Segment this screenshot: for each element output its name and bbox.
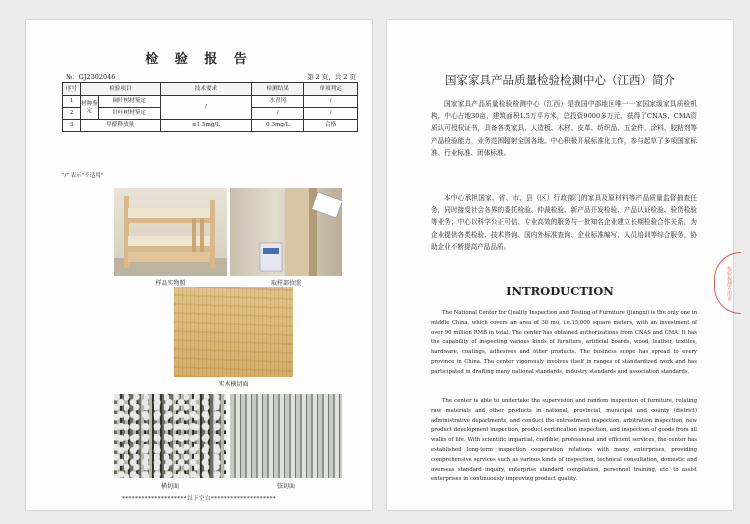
row-number: 1 [63, 96, 81, 108]
english-paragraph: The National Center for Quality Inspection and Testing of Furniture (Jiangxi) is the only one in middle China, which covers an area of 30 mu, i.e.15,000 square meters, with an investment of over 90 million RMB in total. The center has obtained authorizations from CNAS and CMA. It has the capability of inspecting various kinds of furniture, artificial boards, wood, leather, textiles, hardware, coatings, adhesives and other products. The business scope has spread to every province in China. The center vigorously involves itself in ranges of standardized work and has participated in drafting many national standards, industry standards and association standards. [431, 310, 697, 375]
cross-section-caption: 实木横切面 [218, 381, 249, 388]
row-result: / [252, 108, 304, 120]
row-requirement: ≤1.5mg/L [160, 120, 252, 132]
report-number: №：GJ2302046 [66, 73, 116, 81]
row-result: 水青冈 [252, 96, 304, 108]
header-cell: 序号 [63, 83, 81, 96]
header-cell: 检验项目 [80, 83, 160, 96]
english-paragraph: The center is able to undertake the supervision and random inspection of furniture, relating raw materials and other products in national, provincial, municipal and county (district) administrative departments, and conduct the entrustment inspection, arbitration inspection, new product development inspection, product certification inspection, and inspection of goods from all walks of life. With scientific impartial, credible, professional and efficient services, the center has established long-term inspection cooperation relations with many enterprises, providing comprehensive services such as various kinds of inspection, technical consultation, domestic and overseas standard inquiry, enterprise standard compilation, personnel training, etc. to assist enterprises in continuously improving product quality. [431, 398, 697, 483]
row-requirement: / [160, 96, 252, 120]
header-cell: 技术要求 [160, 83, 252, 96]
inspection-table [62, 82, 358, 132]
official-seal: 检验检测专用章 [714, 252, 741, 314]
introduction-heading: INTRODUCTION [506, 284, 614, 298]
group-label: 材种鉴定 [80, 96, 98, 120]
row-item: 针叶树材鉴定 [98, 108, 160, 120]
row-verdict: / [304, 96, 358, 108]
center-introduction-page [387, 20, 733, 510]
table-row [63, 120, 358, 132]
row-verdict: / [304, 108, 358, 120]
header-cell: 单项判定 [304, 83, 358, 96]
chinese-paragraph: 本中心承担国家、省、市、县（区）行政部门的家具及原材料等产品质量监督抽查任务，同时接受社会各界的委托检验、仲裁检验、新产品开发检验、产品认证检验、验货检验等业务；中心以科学公正可信、专业高效的服务与一批知名企业建立长期检验合作关系，为企业提供各类检验、技术咨询、国内外标准查询、企业标准编写、人员培训等综合服务，协助企业不断提高产品品质。 [431, 194, 697, 251]
transverse-section-photo [114, 394, 226, 478]
center-title: 国家家具产品质量检验检测中心（江西）简介 [445, 73, 675, 87]
row-verdict: 合格 [304, 120, 358, 132]
table-header-row [63, 83, 358, 96]
end-mark: ********************以下空白******************** [121, 496, 276, 502]
row-result: 0.3mg/L [252, 120, 304, 132]
row-item: 甲醛释放量 [80, 120, 160, 132]
table-row [63, 96, 358, 108]
sampling-site-photo [230, 188, 342, 276]
sampling-site-caption: 取样部位照 [270, 280, 301, 287]
row-number: 2 [63, 108, 81, 120]
page-info: 第 2 页，共 2 页 [306, 73, 356, 81]
sample-photo [114, 188, 227, 276]
transverse-section-caption: 横切面 [160, 483, 179, 490]
tangential-section-caption: 弦切面 [276, 483, 295, 490]
table-note: "/" 表示"不适用" [62, 173, 104, 179]
report-title: 检 验 报 告 [145, 52, 253, 67]
sample-photo-caption: 样品实物照 [155, 280, 186, 287]
row-item: 阔叶树材鉴定 [98, 96, 160, 108]
report-page [26, 20, 372, 510]
header-cell: 检测结果 [252, 83, 304, 96]
cross-section-photo [174, 287, 293, 377]
tangential-section-photo [230, 394, 342, 478]
row-number: 3 [63, 120, 81, 132]
chinese-paragraph: 国家家具产品质量检验检测中心（江西）是我国中部地区唯一一家国家级家具质检机构，中心占地30亩，建筑面积1.5万平方米，总投资9000多万元，获得了CNAS、CMA资质认可授权证书，具备各类家具、人造板、木材、皮革、纺织品、五金件、涂料、胶粘剂等产品检验能力，业务范围辐射全国各地。中心积极开展标准化工作，参与起草了多项国家标准、行业标准、团体标准。 [431, 100, 697, 157]
